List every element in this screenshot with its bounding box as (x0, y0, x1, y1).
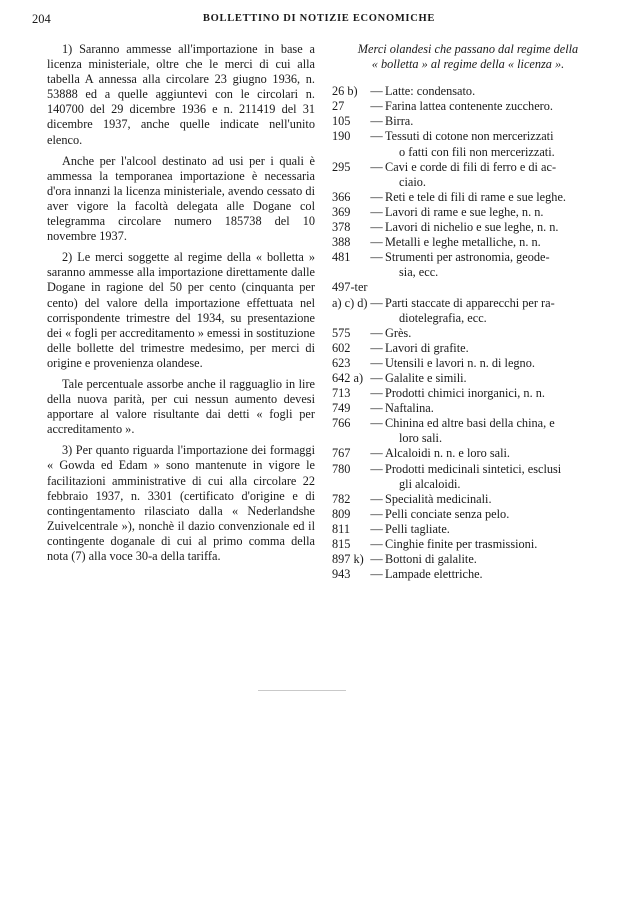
tariff-code: 749 (332, 401, 351, 416)
dash-separator: — (370, 189, 383, 204)
item-description (385, 567, 604, 582)
item-description-line: Prodotti chimici inorganici, n. n. (385, 386, 545, 401)
list-item (332, 492, 604, 507)
item-description-line: Farina lattea contenente zucchero. (385, 99, 553, 114)
item-description-line: Specialità medicinali. (385, 491, 492, 506)
list-item (332, 326, 604, 341)
item-description-line: Cinghie finite per trasmissioni. (385, 537, 538, 551)
dash-separator: — (370, 204, 383, 219)
dash-separator: — (370, 220, 383, 235)
item-description-line: Prodotti medicinali sintetici, esclusi (385, 461, 562, 476)
item-description (385, 326, 604, 341)
item-description-line: Alcaloidi n. n. e loro sali. (385, 446, 510, 461)
item-description-continuation: gli alcaloidi. (399, 476, 461, 491)
dash-separator: — (370, 416, 383, 431)
merchandise-list (332, 84, 604, 582)
item-description (385, 160, 604, 190)
item-description (385, 129, 604, 159)
tariff-code: 766 (332, 416, 351, 431)
paragraph: Tale percentuale assorbe anche il ragguaglio in lire della nuova parità, per cui nessun aumento devesi apportare al valore risultante dai detti « fogli per accreditamento ». (47, 376, 315, 437)
dash-separator: — (370, 506, 383, 521)
item-description (385, 386, 604, 401)
dash-separator: — (370, 491, 383, 506)
paragraph: 2) Le merci soggette al regime della « bolletta » saranno ammesse alla importazione direttamente dalle Dogane in ragione del 50 per cento (cinquanta per cento) del valore della importazione effettuata nel corrispondente trimestre del 1934, su presentazione dei « fogli per accreditamento » emessi in sostituzione delle bollette del trimestre medesimo, per merci di origine e provenienza olandese. (47, 250, 315, 370)
tariff-code: 295 (332, 159, 351, 174)
tariff-code: 780 (332, 461, 351, 476)
item-description (385, 537, 604, 552)
list-item (332, 280, 604, 295)
list-item (332, 537, 604, 552)
tariff-code: 809 (332, 506, 351, 521)
item-description (385, 462, 604, 492)
tariff-code: 897 k) (332, 552, 364, 567)
tariff-code: 811 (332, 521, 350, 536)
item-description-line: Strumenti per astronomia, geode- (385, 250, 550, 265)
list-item (332, 220, 604, 235)
dash-separator: — (370, 386, 383, 401)
dash-separator: — (370, 401, 383, 416)
dash-separator: — (370, 355, 383, 370)
item-description-line: Pelli tagliate. (385, 521, 450, 536)
tariff-code: 369 (332, 204, 351, 219)
tariff-code: a) c) d) (332, 295, 368, 310)
item-description (385, 99, 604, 114)
list-item (332, 296, 604, 326)
dash-separator: — (370, 159, 383, 174)
list-item (332, 416, 604, 446)
item-description (385, 84, 604, 99)
item-description-line: Metalli e leghe metalliche, n. n. (385, 235, 541, 250)
item-description-continuation: o fatti con fili non mercerizzati. (399, 144, 555, 159)
list-heading-line: Merci olandesi che passano dal regime della (357, 42, 579, 56)
item-description-line: Tessuti di cotone non mercerizzati (385, 129, 554, 144)
list-item (332, 446, 604, 461)
paragraph: 1) Saranno ammesse all'importazione in base a licenza ministeriale, oltre che le merci di cui alla tabella A annessa alla circolare 23 giugno 1936, n. 53888 ed a quelle aggiuntevi con le circolari n. 140700 del 29 dicembre 1936 e n. 211419 del 31 dicembre 1937, anche quelle indicate nell'unito elenco. (47, 42, 315, 147)
item-description (385, 220, 604, 235)
item-description (385, 205, 604, 220)
dash-separator: — (370, 340, 383, 355)
item-description (385, 416, 604, 446)
dash-separator: — (370, 370, 383, 385)
item-description (385, 114, 604, 129)
left-column (47, 42, 315, 570)
tariff-code: 366 (332, 189, 351, 204)
dash-separator: — (370, 521, 383, 536)
tariff-code: 105 (332, 114, 351, 129)
right-column (332, 42, 604, 582)
list-heading-line: « bolletta » al regime della « licenza ». (371, 57, 565, 72)
running-title: BOLLETTINO DI NOTIZIE ECONOMICHE (202, 13, 436, 24)
tariff-code: 26 b) (332, 84, 358, 99)
tariff-code: 767 (332, 446, 351, 461)
list-heading (332, 42, 604, 72)
item-description-continuation: ciaio. (399, 174, 426, 189)
list-item (332, 84, 604, 99)
item-description-line: Reti e tele di fili di rame e sue leghe. (385, 189, 566, 204)
page-number: 204 (32, 12, 51, 26)
paragraph: Anche per l'alcool destinato ad usi per i quali è ammessa la temporanea importazione è necessaria d'ora innanzi la licenza ministeriale, avendo cessato di aver vigore la facoltà delegata alle Dogane col telegramma circolare numero 185738 del 10 novembre 1937. (47, 153, 315, 244)
item-description-line: Naftalina. (385, 401, 434, 416)
item-description-line: Lavori di nichelio e sue leghe, n. n. (385, 220, 559, 235)
tariff-code: 497-ter (332, 280, 368, 295)
list-item (332, 205, 604, 220)
list-item (332, 462, 604, 492)
item-description-line: Parti staccate di apparecchi per ra- (385, 295, 555, 310)
item-description-line: Cavi e corde di fili di ferro e di ac- (385, 159, 557, 174)
item-description (385, 235, 604, 250)
item-description (385, 552, 604, 567)
tariff-code: 575 (332, 325, 351, 340)
item-description (385, 492, 604, 507)
item-description-line: Grès. (385, 325, 412, 340)
item-description-line: Bottoni di galalite. (385, 552, 477, 567)
item-description-continuation: loro sali. (399, 431, 443, 446)
list-item (332, 235, 604, 250)
tariff-code: 27 (332, 99, 345, 114)
item-description (385, 446, 604, 461)
item-description (385, 250, 604, 280)
dash-separator: — (370, 250, 383, 265)
dash-separator: — (370, 552, 383, 567)
list-item (332, 160, 604, 190)
item-description-line: Chinina ed altre basi della china, e (385, 416, 555, 431)
item-description-line: Lavori di rame e sue leghe, n. n. (385, 204, 544, 219)
list-item (332, 341, 604, 356)
dash-separator: — (370, 325, 383, 340)
item-description (385, 356, 604, 371)
item-description-line: Pelli conciate senza pelo. (385, 506, 510, 521)
dash-separator: — (370, 235, 383, 250)
tariff-code: 642 a) (332, 370, 364, 385)
item-description-continuation: diotelegrafia, ecc. (399, 310, 487, 325)
list-item (332, 401, 604, 416)
item-description-line: Lavori di grafite. (385, 340, 469, 355)
section-divider (258, 690, 346, 691)
list-item (332, 552, 604, 567)
dash-separator: — (370, 295, 383, 310)
tariff-code: 815 (332, 537, 351, 551)
list-item (332, 356, 604, 371)
tariff-code: 782 (332, 491, 351, 506)
dash-separator: — (370, 84, 383, 99)
dash-separator: — (370, 461, 383, 476)
item-description (385, 401, 604, 416)
item-description (385, 341, 604, 356)
item-description (385, 371, 604, 386)
item-description (385, 296, 604, 326)
tariff-code: 190 (332, 129, 351, 144)
tariff-code: 602 (332, 340, 351, 355)
item-description-line: Latte: condensato. (385, 84, 476, 99)
tariff-code: 378 (332, 220, 351, 235)
list-item (332, 386, 604, 401)
dash-separator: — (370, 99, 383, 114)
list-item (332, 371, 604, 386)
dash-separator: — (370, 114, 383, 129)
item-description-line: Utensili e lavori n. n. di legno. (385, 355, 535, 370)
item-description-line: Birra. (385, 114, 414, 129)
list-item (332, 507, 604, 522)
tariff-code: 623 (332, 355, 351, 370)
item-description (385, 522, 604, 537)
item-description (385, 190, 604, 205)
list-item (332, 522, 604, 537)
page-header (32, 12, 606, 30)
dash-separator: — (370, 446, 383, 461)
item-description-line: Galalite e simili. (385, 370, 467, 385)
item-description-continuation: sia, ecc. (399, 265, 439, 280)
list-item (332, 190, 604, 205)
list-item (332, 114, 604, 129)
tariff-code: 943 (332, 567, 351, 582)
dash-separator: — (370, 129, 383, 144)
dash-separator: — (370, 537, 383, 551)
item-description-line: Lampade elettriche. (385, 567, 483, 582)
tariff-code: 388 (332, 235, 351, 250)
dash-separator: — (370, 567, 383, 582)
tariff-code: 481 (332, 250, 351, 265)
list-item (332, 129, 604, 159)
list-item (332, 250, 604, 280)
list-item (332, 99, 604, 114)
tariff-code: 713 (332, 386, 351, 401)
item-description (385, 507, 604, 522)
paragraph: 3) Per quanto riguarda l'importazione dei formaggi « Gowda ed Edam » sono mantenute in vigore le facilitazioni amministrative di cui alla circolare 22 febbraio 1937, n. 3301 (certificato d'origine e di contingentamento rilasciato dalla « Nederlandshe Zuivelcentrale »), nonchè il dazio convenzionale ed il contingente doganale di cui al primo comma della nota (7) alla voce 30-a della tariffa. (47, 443, 315, 563)
list-item (332, 567, 604, 582)
